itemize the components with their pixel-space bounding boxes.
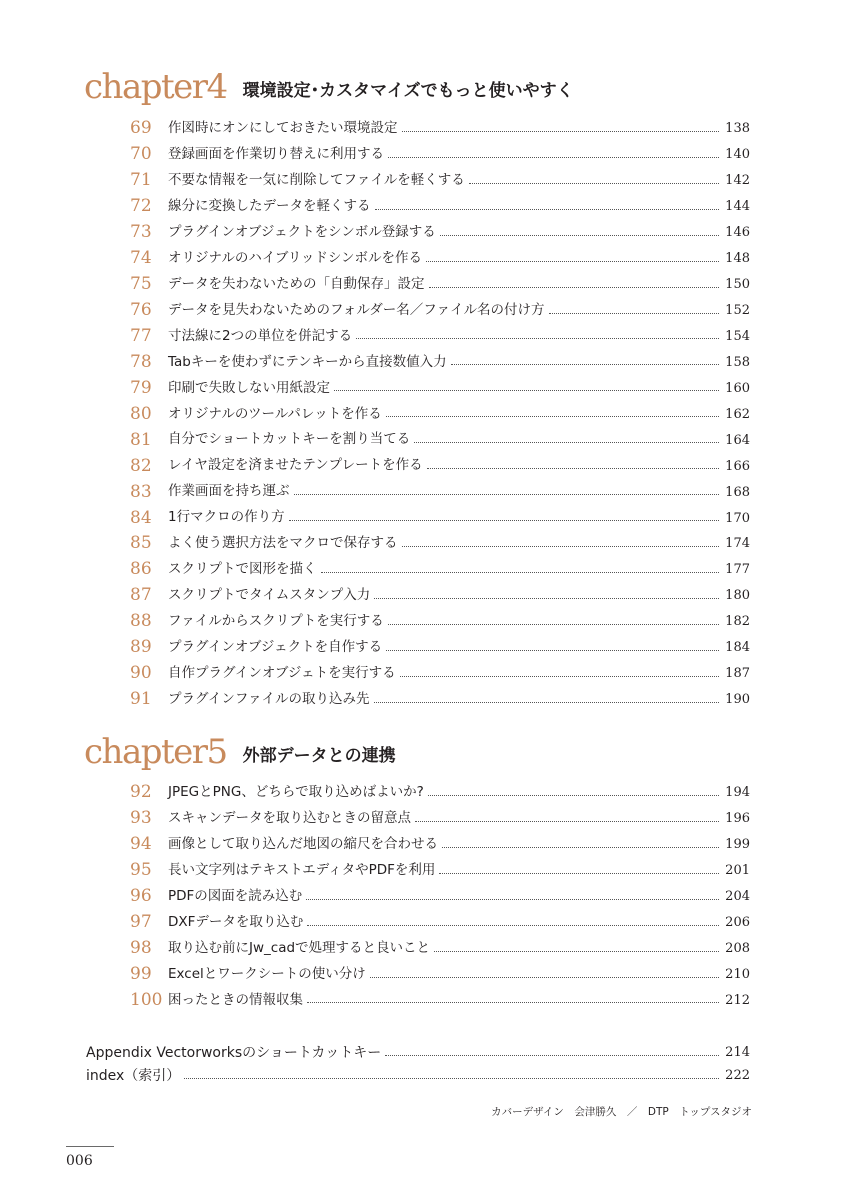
toc-entry[interactable]	[130, 557, 750, 583]
toc-entry[interactable]	[130, 298, 750, 324]
entry-page: 160	[725, 380, 750, 396]
entry-number: 100	[130, 989, 163, 1010]
toc-entry[interactable]	[130, 609, 750, 635]
entry-title: 印刷で失敗しない用紙設定	[168, 379, 330, 396]
entry-page: 170	[725, 510, 750, 526]
toc-entry[interactable]	[130, 531, 750, 557]
entry-page: 222	[725, 1068, 750, 1084]
dot-leader	[289, 520, 720, 521]
entry-number: 97	[130, 912, 152, 933]
entry-title: index（索引）	[86, 1067, 181, 1084]
entry-page: 168	[725, 484, 750, 500]
entry-number: 86	[130, 559, 152, 580]
toc-entry[interactable]	[130, 661, 750, 687]
toc-entry[interactable]	[130, 858, 750, 884]
entry-title: 自分でショートカットキーを割り当てる	[168, 431, 411, 448]
entry-title: プラグインオブジェクトをシンボル登録する	[168, 223, 436, 240]
dot-leader	[307, 925, 719, 926]
toc-entry[interactable]	[130, 220, 750, 246]
entry-page: 204	[725, 889, 750, 905]
dot-leader	[428, 795, 719, 796]
entry-title: 取り込む前にJw_cadで処理すると良いこと	[168, 939, 431, 956]
toc-entry[interactable]	[130, 687, 750, 713]
dot-leader	[375, 209, 720, 210]
dot-leader	[414, 442, 719, 443]
entry-number: 89	[130, 637, 152, 658]
entry-page: 154	[725, 328, 750, 344]
entry-title: JPEGとPNG、どちらで取り込めばよいか?	[168, 784, 424, 801]
entry-title: Excelとワークシートの使い分け	[168, 965, 366, 982]
entry-title: 長い文字列はテキストエディタやPDFを利用	[168, 862, 436, 879]
entry-page: 208	[725, 941, 750, 957]
chapter-4-heading	[84, 67, 574, 107]
entry-number: 78	[130, 351, 152, 372]
entry-page: 174	[725, 536, 750, 552]
dot-leader	[402, 546, 720, 547]
toc-entry[interactable]	[130, 780, 750, 806]
dot-leader	[356, 338, 719, 339]
entry-number: 94	[130, 834, 152, 855]
entry-number: 76	[130, 300, 152, 321]
dot-leader	[386, 650, 719, 651]
dot-leader	[426, 261, 719, 262]
entry-title: プラグインファイルの取り込み先	[168, 690, 370, 707]
entry-title: 不要な情報を一気に削除してファイルを軽くする	[168, 172, 465, 189]
entry-number: 75	[130, 274, 152, 295]
toc-entry[interactable]	[130, 272, 750, 298]
toc-entry[interactable]	[130, 936, 750, 962]
entry-title: 画像として取り込んだ地図の縮尺を合わせる	[168, 836, 438, 853]
entry-number: 77	[130, 325, 152, 346]
toc-entry[interactable]	[130, 142, 750, 168]
entry-title: PDFの図面を読み込む	[168, 887, 303, 904]
entry-page: 184	[725, 640, 750, 656]
entry-number: 95	[130, 860, 152, 881]
entry-number: 80	[130, 403, 152, 424]
entry-title: 線分に変換したデータを軽くする	[168, 198, 371, 215]
entry-title: データを失わないための「自動保存」設定	[168, 275, 425, 292]
entry-page: 180	[725, 588, 750, 604]
entry-title: 自作プラグインオブジェトを実行する	[168, 664, 396, 681]
chapter-5-toc	[130, 780, 750, 1013]
dot-leader	[402, 131, 720, 132]
toc-entry[interactable]	[130, 453, 750, 479]
toc-entry[interactable]	[130, 168, 750, 194]
toc-entry[interactable]	[130, 324, 750, 350]
entry-number: 96	[130, 886, 152, 907]
dot-leader	[439, 873, 719, 874]
dot-leader	[334, 390, 719, 391]
dot-leader	[386, 416, 719, 417]
entry-page: 182	[725, 614, 750, 630]
dot-leader	[307, 1002, 719, 1003]
entry-title: データを見失わないためのフォルダー名／ファイル名の付け方	[168, 301, 545, 318]
entry-number: 71	[130, 170, 152, 191]
entry-page: 210	[725, 967, 750, 983]
entry-page: 196	[725, 811, 750, 827]
dot-leader	[184, 1078, 719, 1079]
entry-number: 69	[130, 118, 152, 139]
chapter-label: chapter4	[84, 67, 227, 107]
toc-entry[interactable]	[130, 884, 750, 910]
entry-number: 98	[130, 938, 152, 959]
entry-number: 88	[130, 611, 152, 632]
toc-entry[interactable]	[130, 505, 750, 531]
entry-page: 206	[725, 915, 750, 931]
dot-leader	[388, 157, 719, 158]
entry-page: 142	[725, 173, 750, 189]
dot-leader	[374, 702, 720, 703]
entry-number: 87	[130, 585, 152, 606]
chapter-title: 環境設定･カスタマイズでもっと使いやすく	[242, 81, 574, 101]
entry-title: Tabキーを使わずにテンキーから直接数値入力	[168, 353, 447, 370]
entry-title: 作図時にオンにしておきたい環境設定	[168, 120, 398, 137]
entry-page: 140	[725, 147, 750, 163]
dot-leader	[321, 572, 720, 573]
entry-title: スクリプトでタイムスタンプ入力	[168, 587, 371, 604]
entry-number: 74	[130, 248, 152, 269]
entry-title: オリジナルのツールパレットを作る	[168, 405, 382, 422]
dot-leader	[427, 468, 720, 469]
entry-page: 199	[725, 837, 750, 853]
dot-leader	[385, 1055, 719, 1056]
entry-number: 79	[130, 377, 152, 398]
entry-title: 作業画面を持ち運ぶ	[168, 483, 290, 500]
toc-entry[interactable]	[130, 401, 750, 427]
entry-number: 73	[130, 222, 152, 243]
dot-leader	[442, 847, 719, 848]
entry-number: 90	[130, 663, 152, 684]
entry-page: 212	[725, 992, 750, 1008]
entry-title: 登録画面を作業切り替えに利用する	[168, 146, 384, 163]
chapter-4-toc	[130, 116, 750, 713]
entry-number: 70	[130, 144, 152, 165]
index-entry[interactable]	[86, 1063, 750, 1089]
entry-title: ファイルからスクリプトを実行する	[168, 613, 384, 630]
entry-page: 164	[725, 432, 750, 448]
entry-title: DXFデータを取り込む	[168, 913, 304, 930]
entry-number: 82	[130, 455, 152, 476]
toc-entry[interactable]	[130, 375, 750, 401]
toc-entry[interactable]	[130, 116, 750, 142]
entry-title: スキャンデータを取り込むときの留意点	[168, 810, 411, 827]
toc-entry[interactable]	[130, 962, 750, 988]
dot-leader	[415, 821, 719, 822]
toc-entry[interactable]	[130, 635, 750, 661]
entry-title: レイヤ設定を済ませたテンプレートを作る	[168, 457, 423, 474]
dot-leader	[451, 364, 719, 365]
entry-page: 187	[725, 666, 750, 682]
toc-entry[interactable]	[130, 349, 750, 375]
entry-page: 152	[725, 303, 750, 319]
chapter-label: chapter5	[84, 732, 227, 772]
dot-leader	[429, 287, 720, 288]
entry-number: 85	[130, 533, 152, 554]
entry-page: 144	[725, 199, 750, 215]
entry-number: 92	[130, 782, 152, 803]
entry-title: オリジナルのハイブリッドシンボルを作る	[168, 249, 423, 266]
entry-title: 困ったときの情報収集	[168, 991, 303, 1008]
entry-title: 寸法線に2つの単位を併記する	[168, 327, 353, 344]
entry-number: 93	[130, 808, 152, 829]
folio-rule	[66, 1146, 114, 1147]
entry-page: 158	[725, 354, 750, 370]
entry-number: 72	[130, 196, 152, 217]
dot-leader	[374, 598, 719, 599]
entry-number: 91	[130, 689, 152, 710]
entry-page: 190	[725, 692, 750, 708]
toc-entry[interactable]	[130, 246, 750, 272]
dot-leader	[370, 977, 719, 978]
entry-page: 177	[725, 562, 750, 578]
toc-entry[interactable]	[130, 988, 750, 1014]
entry-title: スクリプトで図形を描く	[168, 561, 317, 578]
dot-leader	[294, 494, 720, 495]
toc-entry[interactable]	[130, 194, 750, 220]
dot-leader	[440, 235, 719, 236]
entry-page: 148	[725, 251, 750, 267]
toc-entry[interactable]	[130, 806, 750, 832]
toc-entry[interactable]	[130, 832, 750, 858]
entry-page: 201	[725, 863, 750, 879]
toc-entry[interactable]	[130, 479, 750, 505]
chapter-5-heading	[84, 732, 396, 772]
entry-page: 214	[725, 1045, 750, 1061]
chapter-title: 外部データとの連携	[242, 746, 396, 766]
dot-leader	[306, 899, 719, 900]
dot-leader	[400, 676, 720, 677]
credits-line: カバーデザイン 会津勝久 ／ DTP トップスタジオ	[491, 1106, 752, 1118]
page-number: 006	[66, 1153, 93, 1169]
entry-number: 83	[130, 481, 152, 502]
entry-page: 146	[725, 225, 750, 241]
entry-title: 1行マクロの作り方	[168, 509, 285, 526]
entry-title: よく使う選択方法をマクロで保存する	[168, 535, 398, 552]
toc-entry[interactable]	[130, 583, 750, 609]
entry-page: 150	[725, 277, 750, 293]
toc-entry[interactable]	[130, 427, 750, 453]
dot-leader	[434, 951, 719, 952]
entry-number: 84	[130, 507, 152, 528]
entry-number: 81	[130, 429, 152, 450]
dot-leader	[549, 313, 720, 314]
entry-page: 138	[725, 121, 750, 137]
dot-leader	[469, 183, 719, 184]
entry-page: 194	[725, 785, 750, 801]
toc-entry[interactable]	[130, 910, 750, 936]
entry-page: 166	[725, 458, 750, 474]
entry-title: Appendix Vectorworksのショートカットキー	[86, 1044, 382, 1061]
entry-page: 162	[725, 406, 750, 422]
entry-title: プラグインオブジェクトを自作する	[168, 638, 383, 655]
dot-leader	[388, 624, 719, 625]
entry-number: 99	[130, 964, 152, 985]
